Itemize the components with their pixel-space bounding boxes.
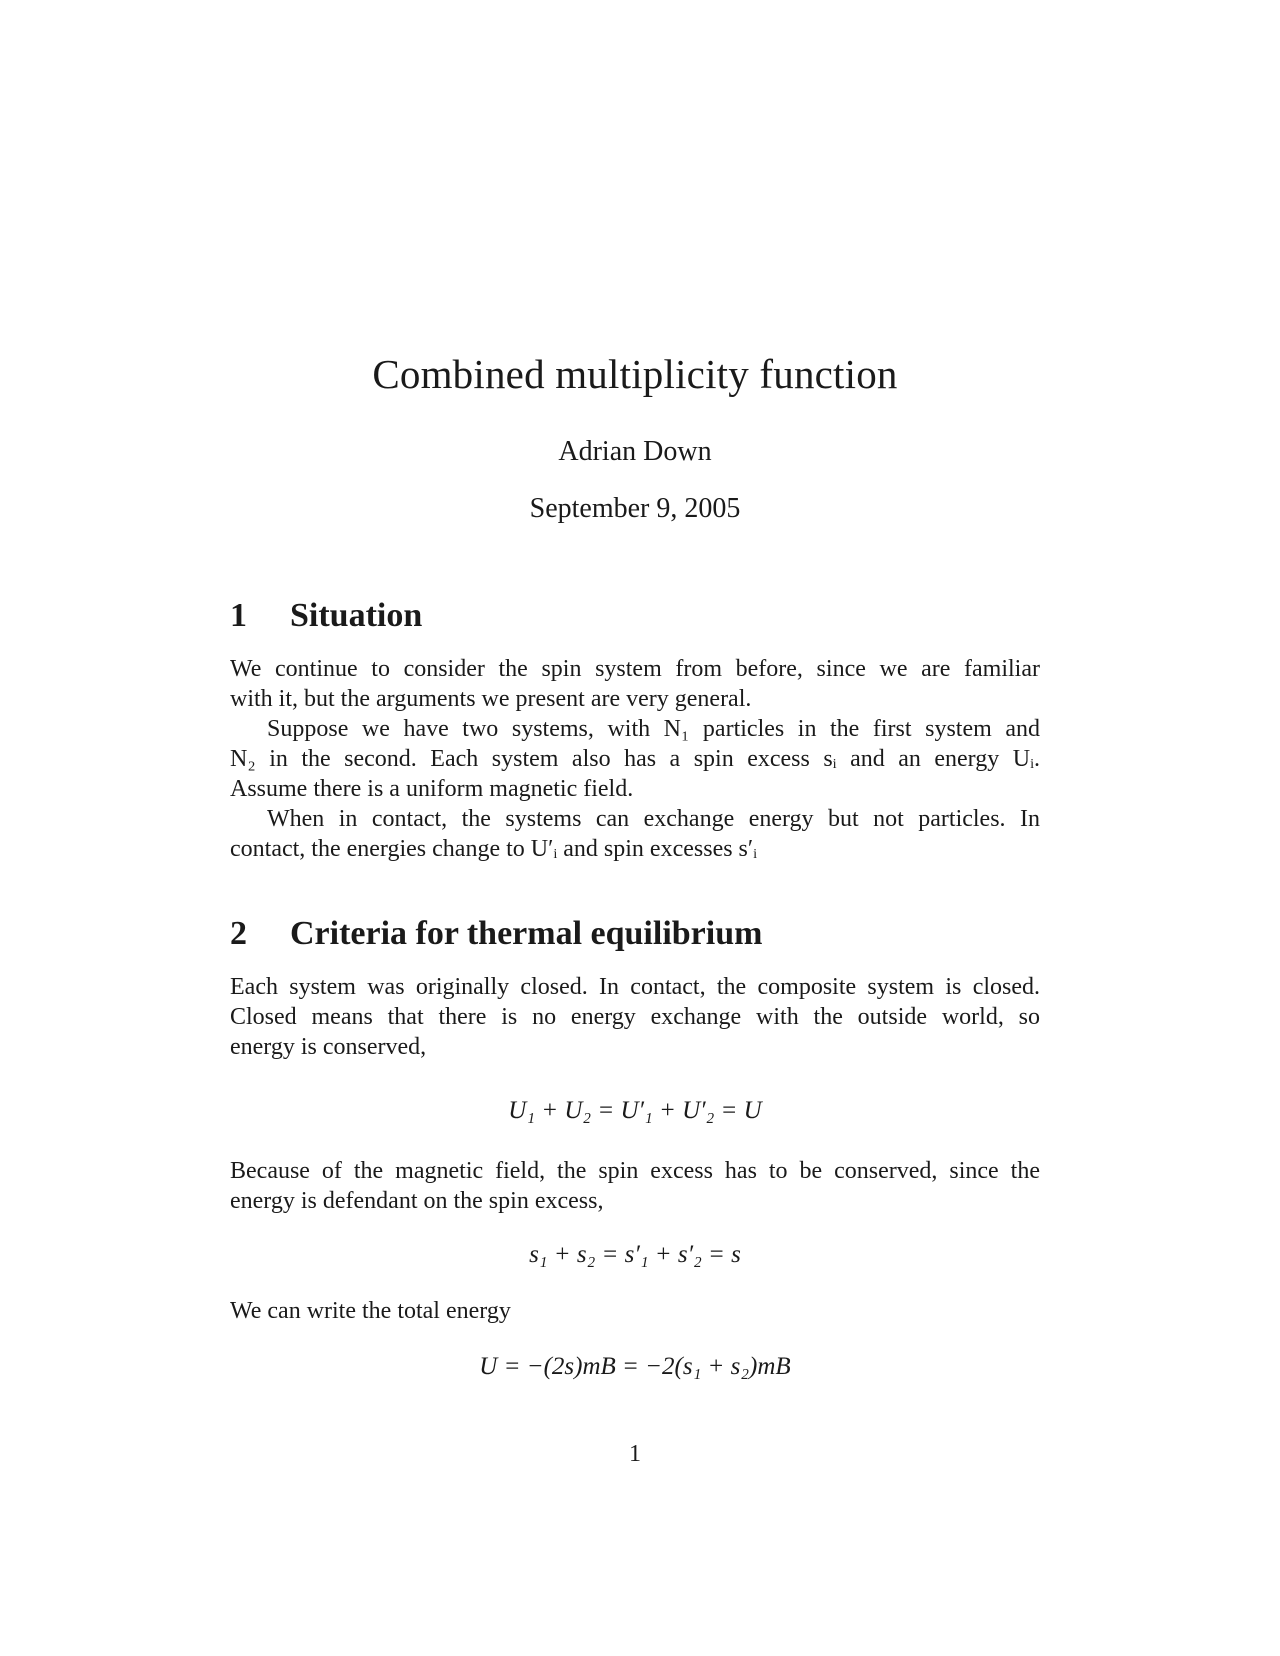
section-title: Criteria for thermal equilibrium [290,915,763,952]
text-line: energy is conserved, [230,1034,427,1060]
text-line: with it, but the arguments we present are very general. [230,686,752,712]
author-name: Adrian Down [558,436,712,467]
document-title: Combined multiplicity function [372,351,898,397]
section-number: 1 [230,597,247,634]
section-heading-situation [230,597,422,635]
equation-total-energy: U = −(2s)mB = −2(s₁ + s₂)mB [479,1353,791,1380]
paragraph-two-systems [230,714,1040,804]
text-line: Suppose we have two systems, with N₁ particles in the first system and [267,716,1040,742]
paragraph-intro [230,654,1040,714]
page-number: 1 [629,1441,641,1467]
section-heading-criteria [230,915,762,953]
text-line: contact, the energies change to U′ᵢ and spin excesses s′ᵢ [230,836,758,862]
paragraph-spin-conservation [230,1156,1040,1216]
section-title: Situation [290,597,423,634]
text-line: We continue to consider the spin system from before, since we are familiar [230,656,1040,682]
text-line: When in contact, the systems can exchange energy but not particles. In [267,806,1040,832]
text-line: Closed means that there is no energy exchange with the outside world, so [230,1004,1040,1030]
paragraph-contact [230,804,1040,864]
paragraph-closed-system [230,972,1040,1062]
text-line: Each system was originally closed. In contact, the composite system is closed. [230,974,1040,1000]
section-number: 2 [230,915,247,952]
text-line: N₂ in the second. Each system also has a spin excess sᵢ and an energy Uᵢ. [230,746,1040,772]
text-line: Assume there is a uniform magnetic field. [230,776,634,802]
text-line: energy is defendant on the spin excess, [230,1188,604,1214]
document-date: September 9, 2005 [529,493,741,524]
equation-energy-conservation: U₁ + U₂ = U′₁ + U′₂ = U [508,1097,762,1124]
text-line: We can write the total energy [230,1298,511,1324]
equation-spin-conservation: s₁ + s₂ = s′₁ + s′₂ = s [529,1241,741,1268]
paragraph-total-energy [230,1296,1040,1326]
text-line: Because of the magnetic field, the spin excess has to be conserved, since the [230,1158,1040,1184]
